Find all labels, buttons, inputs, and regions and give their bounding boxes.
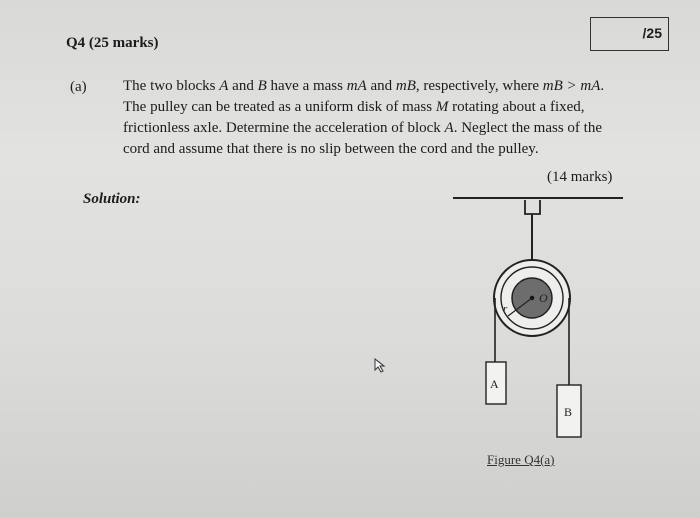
score-box xyxy=(590,17,669,51)
pulley-figure xyxy=(445,190,630,475)
block-a-label: A xyxy=(490,377,499,391)
score-label: /25 xyxy=(642,25,662,41)
question-text: The two blocks A and B have a mass mA and mB, respectively, where mB > mA. The pulley can be treated as a uniform disk of mass M rotating about a fixed, frictionless axle. Determine the acceleration of block A. Neglect the mass of the cord and assume that there is no slip between the cord and the pulley. xyxy=(123,78,605,157)
marks-label: (14 marks) xyxy=(547,169,613,185)
hanger-bracket xyxy=(525,200,540,214)
radius-label: r xyxy=(503,303,508,315)
center-label: O xyxy=(539,291,548,305)
cursor-icon xyxy=(374,358,388,374)
block-b-label: B xyxy=(564,405,573,419)
figure-caption: Figure Q4(a) xyxy=(487,452,555,467)
question-title: Q4 (25 marks) xyxy=(66,35,159,51)
solution-label: Solution: xyxy=(83,191,141,207)
part-label: (a) xyxy=(70,79,87,95)
